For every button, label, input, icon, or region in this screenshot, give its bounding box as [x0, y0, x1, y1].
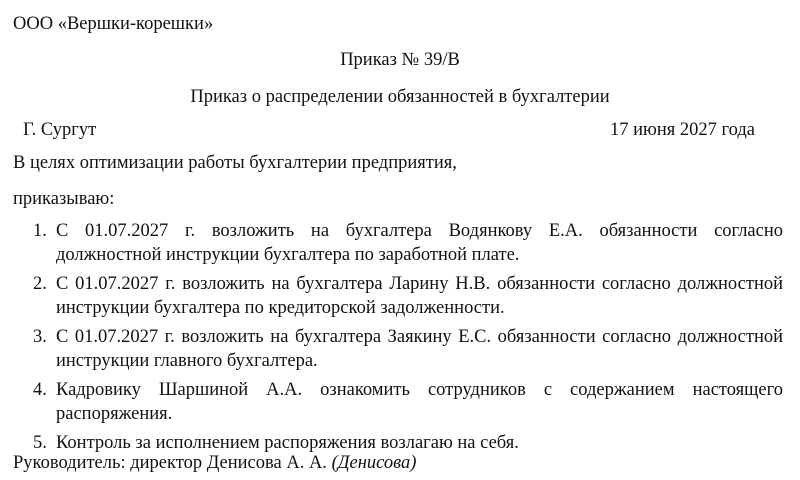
order-item [13, 325, 783, 373]
order-item-text: С 01.07.2027 г. возложить на бухгалтера Ларину Н.В. обязанности согласно должностной инструкции бухгалтера по кредиторской задолженности. [56, 274, 783, 318]
order-items-list [13, 219, 783, 460]
order-item-number: 5. [33, 433, 47, 453]
organization-name: ООО «Вершки-корешки» [13, 14, 214, 34]
signature: (Денисова) [331, 453, 417, 473]
order-item-text: Контроль за исполнением распоряжения возлагаю на себя. [56, 433, 519, 453]
order-item-text: Кадровику Шаршиной А.А. ознакомить сотрудников с содержанием настоящего распоряжения. [56, 380, 783, 424]
order-item-text: С 01.07.2027 г. возложить на бухгалтера Водянкову Е.А. обязанности согласно должностной инструкции бухгалтера по заработной плате. [56, 221, 783, 265]
order-city: Г. Сургут [23, 120, 97, 140]
signoff-text: Руководитель: директор Денисова А. А. [13, 453, 327, 473]
order-decree: приказываю: [13, 189, 115, 209]
order-number: Приказ № 39/В [340, 50, 460, 70]
order-item-number: 4. [33, 380, 47, 400]
order-item-number: 1. [33, 221, 47, 241]
order-purpose: В целях оптимизации работы бухгалтерии предприятия, [13, 153, 457, 173]
order-item [13, 272, 783, 320]
order-item [13, 378, 783, 426]
order-title: Приказ о распределении обязанностей в бухгалтерии [190, 87, 610, 107]
order-item-number: 3. [33, 327, 47, 347]
signoff-line [13, 452, 416, 474]
order-item-text: С 01.07.2027 г. возложить на бухгалтера Заякину Е.С. обязанности согласно должностной инструкции главного бухгалтера. [56, 327, 783, 371]
order-date: 17 июня 2027 года [610, 120, 755, 140]
order-item [13, 219, 783, 267]
order-item-number: 2. [33, 274, 47, 294]
